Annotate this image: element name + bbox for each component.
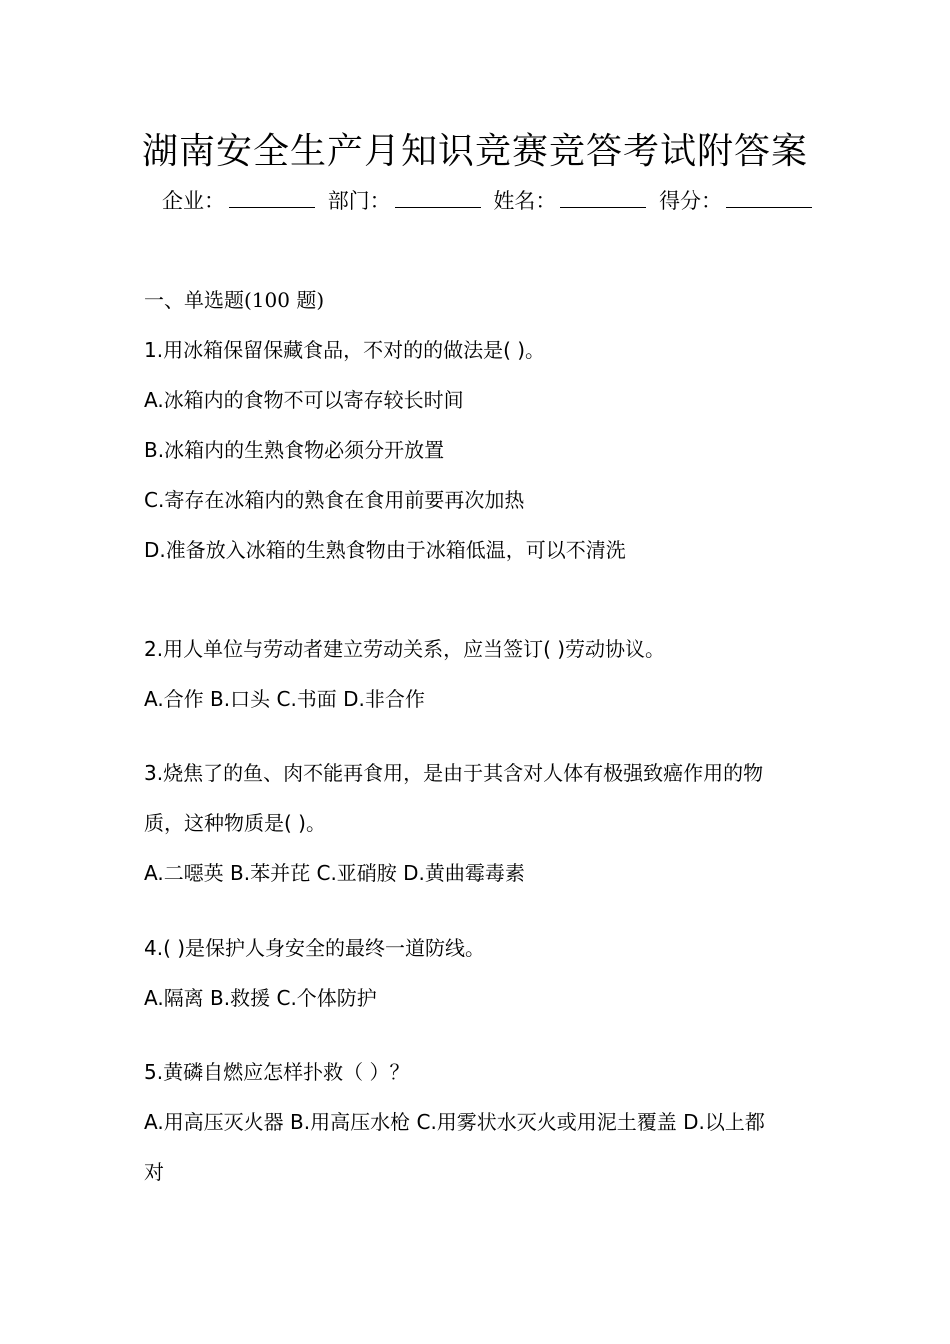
question-1-option-c: C.寄存在冰箱内的熟食在食用前要再次加热 xyxy=(144,488,525,512)
question-3-options: A.二噁英 B.苯并芘 C.亚硝胺 D.黄曲霉毒素 xyxy=(144,861,525,885)
field-company-label: 企业： xyxy=(162,189,225,213)
question-5-options-line-1: A.用高压灭火器 B.用高压水枪 C.用雾状水灭火或用泥土覆盖 D.以上都 xyxy=(144,1110,765,1134)
field-score-blank xyxy=(726,187,812,208)
field-name-blank xyxy=(560,187,646,208)
question-3-stem-line-1: 3.烧焦了的鱼、肉不能再食用，是由于其含对人体有极强致癌作用的物 xyxy=(144,761,764,785)
field-name-label: 姓名： xyxy=(493,189,557,213)
question-1-stem: 1.用冰箱保留保藏食品，不对的的做法是( )。 xyxy=(144,338,546,362)
field-department-blank xyxy=(395,187,481,208)
question-1-option-b: B.冰箱内的生熟食物必须分开放置 xyxy=(144,438,445,462)
field-company-blank xyxy=(229,187,315,208)
info-fields-row xyxy=(162,184,818,218)
field-department-label: 部门： xyxy=(327,189,391,213)
field-score-label: 得分： xyxy=(659,189,723,213)
question-1-option-a: A.冰箱内的食物不可以寄存较长时间 xyxy=(144,388,464,412)
document-title: 湖南安全生产月知识竞赛竞答考试附答案 xyxy=(141,131,808,172)
question-3-stem-line-2: 质，这种物质是( )。 xyxy=(144,811,326,835)
question-4-stem: 4.( )是保护人身安全的最终一道防线。 xyxy=(144,936,486,960)
section-heading: 一、单选题(100 题) xyxy=(144,288,325,312)
question-5-options-line-2: 对 xyxy=(144,1160,164,1184)
question-2-stem: 2.用人单位与劳动者建立劳动关系，应当签订( )劳动协议。 xyxy=(144,637,666,661)
question-1-option-d: D.准备放入冰箱的生熟食物由于冰箱低温，可以不清洗 xyxy=(144,538,626,562)
question-2-options: A.合作 B.口头 C.书面 D.非合作 xyxy=(144,687,425,711)
question-5-stem: 5.黄磷自燃应怎样扑救（ ）？ xyxy=(144,1060,410,1084)
question-4-options: A.隔离 B.救援 C.个体防护 xyxy=(144,986,377,1010)
